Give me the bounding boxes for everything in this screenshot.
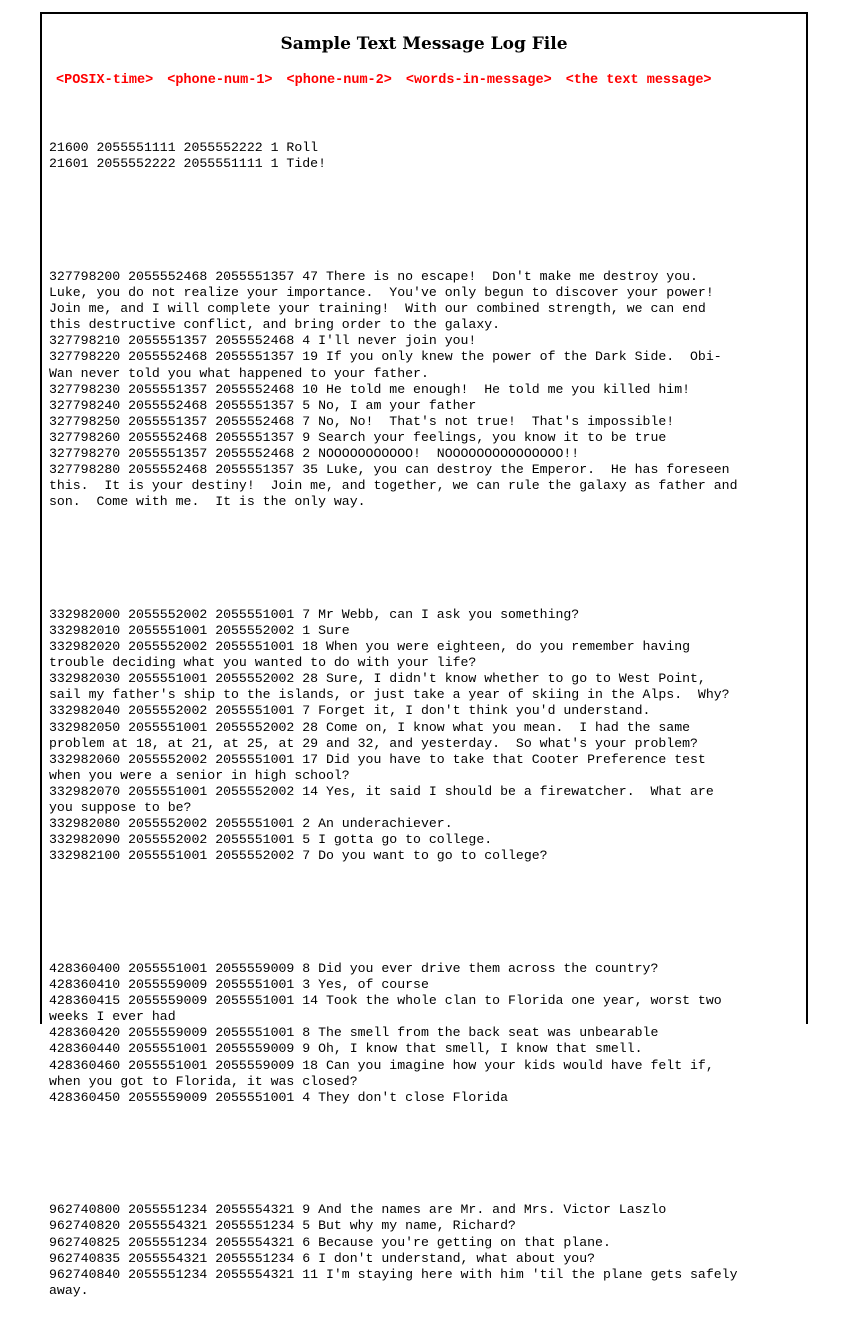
- log-block-5: 962740800 2055551234 2055554321 9 And the names are Mr. and Mrs. Victor Laszlo 962740820 2055554321 2055551234 5 But why my name, Richard? 962740825 2055551234 2055554321 6 Because you're getting on that plane. 962740835 2055554321 2055551234 6 I don't understand, what about you? 962740840 2055551234 2055554321 11 I'm staying here with him 'til the plane gets safely away.: [49, 1202, 738, 1298]
- field-posix-time: <POSIX-time>: [56, 73, 154, 88]
- field-phone-num-2: <phone-num-2>: [286, 73, 392, 88]
- field-words-in-message: <words-in-message>: [405, 73, 552, 88]
- message-log: [49, 108, 738, 1331]
- document-title: Sample Text Message Log File: [280, 34, 568, 54]
- log-block-2: 327798200 2055552468 2055551357 47 There is no escape! Don't make me destroy you. Luke, you do not realize your importance. You've only begun to discover your power! Join me, and I will complete your training! With our combined strength, we can end this destructive conflict, and bring order to the galaxy. 327798210 2055551357 2055552468 4 I'll never join you! 327798220 2055552468 2055551357 19 If you only knew the power of the Dark Side. Obi- Wan never told you what happened to your father. 327798230 2055551357 2055552468 10 He told me enough! He told me you killed him! 327798240 2055552468 2055551357 5 No, I am your father 327798250 2055551357 2055552468 7 No, No! That's not true! That's impossible! 327798260 2055552468 2055551357 9 Search your feelings, you know it to be true 327798270 2055551357 2055552468 2 NOOOOOOOOOOO! NOOOOOOOOOOOOOOO!! 327798280 2055552468 2055551357 35 Luke, you can destroy the Emperor. He has foreseen this. It is your destiny! Join me, and together, we can rule the galaxy as father and son. Come with me. It is the only way.: [49, 268, 738, 510]
- field-legend: [56, 73, 726, 88]
- log-block-3: 332982000 2055552002 2055551001 7 Mr Webb, can I ask you something? 332982010 2055551001 2055552002 1 Sure 332982020 2055552002 2055551001 18 When you were eighteen, do you remember having trouble deciding what you wanted to do with your life? 332982030 2055551001 2055552002 28 Sure, I didn't know whether to go to West Point, sail my father's ship to the islands, or just take a year of skiing in the Alps. Why? 332982040 2055552002 2055551001 7 Forget it, I don't think you'd understand. 332982050 2055551001 2055552002 28 Come on, I know what you mean. I had the same problem at 18, at 21, at 25, at 29 and 32, and yesterday. So what's your problem? 332982060 2055552002 2055551001 17 Did you have to take that Cooter Preference test when you were a senior in high school? 332982070 2055551001 2055552002 14 Yes, it said I should be a firewatcher. What are you suppose to be? 332982080 2055552002 2055551001 2 An underachiever. 332982090 2055552002 2055551001 5 I gotta go to college. 332982100 2055551001 2055552002 7 Do you want to go to college?: [49, 606, 730, 864]
- field-text-message: <the text message>: [565, 73, 712, 88]
- document-frame: [40, 12, 808, 1298]
- log-block-4: 428360400 2055551001 2055559009 8 Did you ever drive them across the country? 428360410 2055559009 2055551001 3 Yes, of course 428360415 2055559009 2055551001 14 Took the whole clan to Florida one year, worst two weeks I ever had 428360420 2055559009 2055551001 8 The smell from the back seat was unbearable 428360440 2055551001 2055559009 9 Oh, I know that smell, I know that smell. 428360460 2055551001 2055559009 18 Can you imagine how your kids would have felt if, when you got to Florida, it was closed? 428360450 2055559009 2055551001 4 They don't close Florida: [49, 960, 722, 1105]
- field-phone-num-1: <phone-num-1>: [167, 73, 273, 88]
- log-block-1: 21600 2055551111 2055552222 1 Roll 21601 2055552222 2055551111 1 Tide!: [49, 140, 326, 172]
